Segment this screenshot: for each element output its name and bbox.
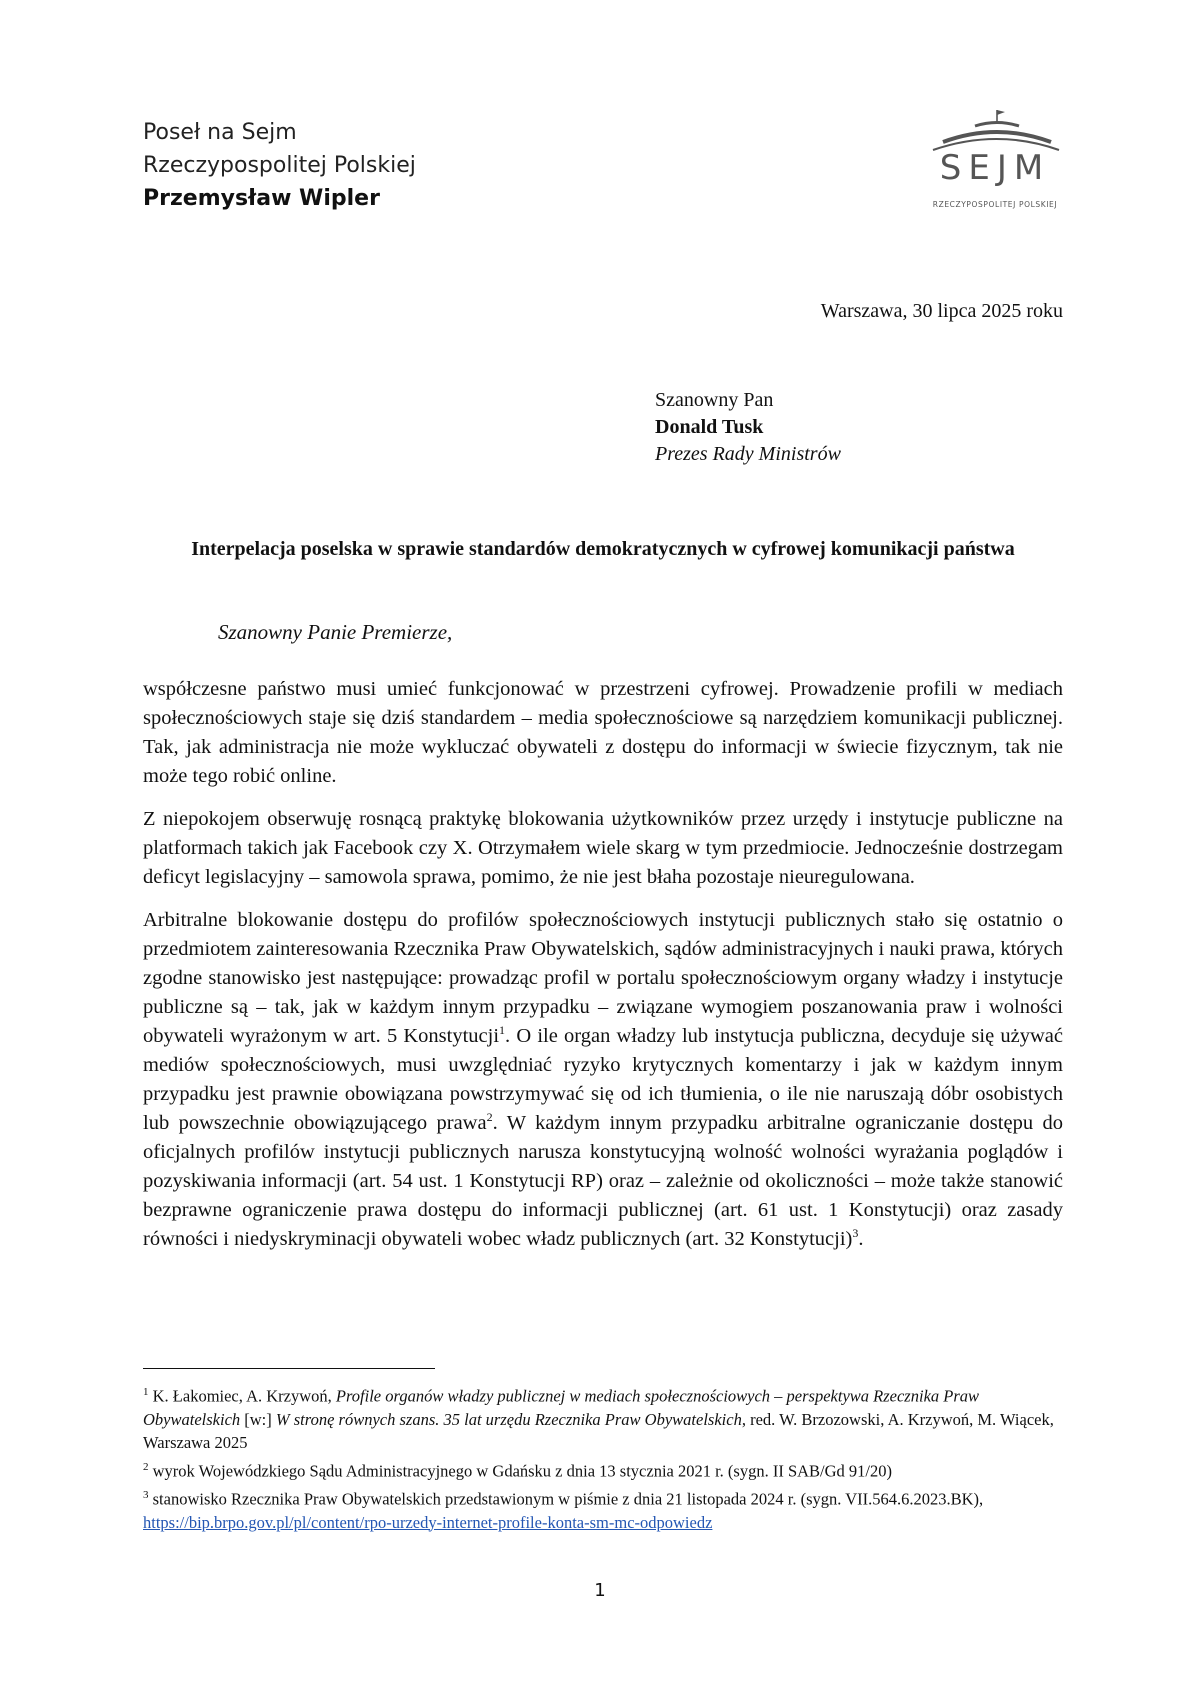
- body-paragraph-2: Z niepokojem obserwuję rosnącą praktykę blokowania użytkowników przez urzędy i instytucje publiczne na platformach takich jak Facebook czy X. Otrzymałem wiele skarg w tym przedmiocie. Jednocześnie dostrzegam deficyt legislacyjny – samowola sprawa, pomimo, że nie jest błaha pozostaje nieuregulowana.: [143, 808, 1063, 888]
- body-text: .: [858, 1228, 864, 1250]
- footnote-ref-2: 2: [486, 1110, 493, 1125]
- footnotes: [143, 1381, 1073, 1536]
- sender-name: Przemysław Wipler: [143, 186, 380, 211]
- footnote-number: 1: [143, 1386, 149, 1398]
- sejm-logo: [925, 108, 1065, 218]
- page-number: 1: [594, 1580, 606, 1601]
- footnote-link[interactable]: https://bip.brpo.gov.pl/pl/content/rpo-urzedy-internet-profile-konta-sm-mc-odpowiedz: [143, 1512, 713, 1532]
- letter-subject: Interpelacja poselska w sprawie standardów demokratycznych w cyfrowej komunikacji państwa: [191, 538, 1015, 560]
- letter-date: Warszawa, 30 lipca 2025 roku: [820, 300, 1063, 322]
- recipient-role: Prezes Rady Ministrów: [655, 443, 841, 465]
- footnote-2: [143, 1456, 1073, 1483]
- recipient-name: Donald Tusk: [655, 416, 764, 438]
- footnote-ref-3: 3: [852, 1226, 859, 1241]
- sender-header: [143, 116, 416, 215]
- footnote-text: , red. W. Brzozowski, A. Krzywoń, M. Wiącek, Warszawa 2025: [143, 1409, 1054, 1452]
- body-text: Arbitralne blokowanie dostępu do profilów społecznościowych instytucji publicznych stało się ostatnio o przedmiotem zainteresowania Rzecznika Praw Obywatelskich, sądów administracyjnych i nauki prawa, których zgodne stanowisko jest następujące: prowadząc profil w portalu społecznościowym organy władzy i instytucje publiczne są – tak, jak w każdym innym przypadku – związane wymogiem poszanowania praw i wolności obywateli wyrażonym w art. 5 Konstytucji: [143, 909, 1063, 1047]
- letter-salutation: Szanowny Panie Premierze,: [218, 620, 453, 644]
- footnote-number: 2: [143, 1460, 149, 1473]
- body-text: . W każdym innym przypadku arbitralne ograniczanie dostępu do oficjalnych profilów instytucji publicznych narusza konstytucyjną wolność wolności wyrażania poglądów i pozyskiwania informacji (art. 54 ust. 1 Konstytucji RP) oraz – zależnie od okoliczności – może także stanowić bezprawne ograniczenie prawa dostępu do informacji publicznej (art. 61 ust. 1 Konstytucji) oraz zasady równości i niedyskryminacji obywateli wobec władz publicznych (art. 32 Konstytucji): [143, 1112, 1063, 1250]
- body-paragraph-1: współczesne państwo musi umieć funkcjonować w przestrzeni cyfrowej. Prowadzenie profili w mediach społecznościowych staje się dziś standardem – media społecznościowe są narzędziem komunikacji publicznej. Tak, jak administracja nie może wykluczać obywateli z dostępu do informacji w świecie fizycznym, tak nie może tego robić online.: [143, 678, 1063, 787]
- footnote-text: [w:]: [240, 1409, 276, 1429]
- sejm-letters: SEJM: [939, 148, 1051, 188]
- footnote-1: [143, 1381, 1073, 1454]
- recipient-salutation: Szanowny Pan: [655, 389, 774, 411]
- letter-body: [143, 675, 1063, 1268]
- recipient-block: [655, 387, 841, 468]
- footnote-text: K. Łakomiec, A. Krzywoń,: [152, 1386, 336, 1406]
- footnote-ref-1: 1: [499, 1023, 506, 1038]
- footnote-3: [143, 1484, 1073, 1534]
- sejm-subtitle: RZECZYPOSPOLITEJ POLSKIEJ: [932, 200, 1058, 209]
- body-text: . O ile organ władzy lub instytucja publiczna, decyduje się używać mediów społecznościowych, musi uwzględniać ryzyko krytycznych komentarzy i jak w każdym innym przypadku jest prawnie obowiązana powstrzymywać się od ich tłumienia, o ile nie naruszają dóbr osobistych lub powszechnie obowiązującego prawa: [143, 1025, 1063, 1134]
- footnote-separator: [143, 1368, 435, 1369]
- footnote-book: W stronę równych szans. 35 lat urzędu Rzecznika Praw Obywatelskich: [275, 1409, 742, 1429]
- footnote-text: wyrok Wojewódzkiego Sądu Administracyjnego w Gdańsku z dnia 13 stycznia 2021 r. (sygn. II SAB/Gd 91/20): [152, 1461, 893, 1480]
- footnote-text: stanowisko Rzecznika Praw Obywatelskich przedstawionym w piśmie z dnia 21 listopada 2024 r. (sygn. VII.564.6.2023.BK),: [152, 1489, 984, 1509]
- sender-title-line1: Poseł na Sejm: [143, 120, 297, 145]
- footnote-title: Profile organów władzy publicznej w mediach społecznościowych – perspektywa Rzecznika Praw Obywatelskich: [143, 1386, 980, 1429]
- body-paragraph-3: [143, 906, 1063, 1254]
- sender-title-line2: Rzeczypospolitej Polskiej: [143, 153, 416, 178]
- footnote-number: 3: [143, 1489, 149, 1501]
